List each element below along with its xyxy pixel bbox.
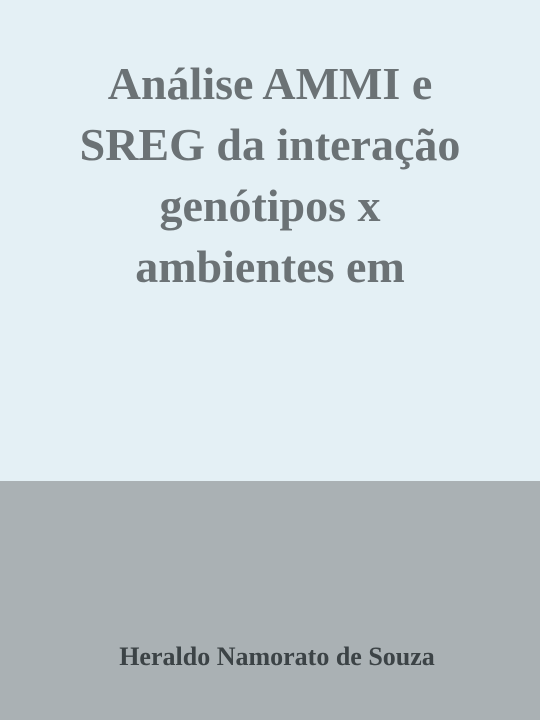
title-line: genótipos x	[159, 180, 381, 231]
book-author: Heraldo Namorato de Souza	[119, 642, 435, 671]
book-title	[20, 53, 520, 297]
title-line: Análise AMMI e	[107, 58, 433, 109]
cover-author-panel	[0, 481, 540, 720]
title-line: ambientes em	[135, 241, 405, 292]
title-line: SREG da interação	[79, 119, 461, 170]
